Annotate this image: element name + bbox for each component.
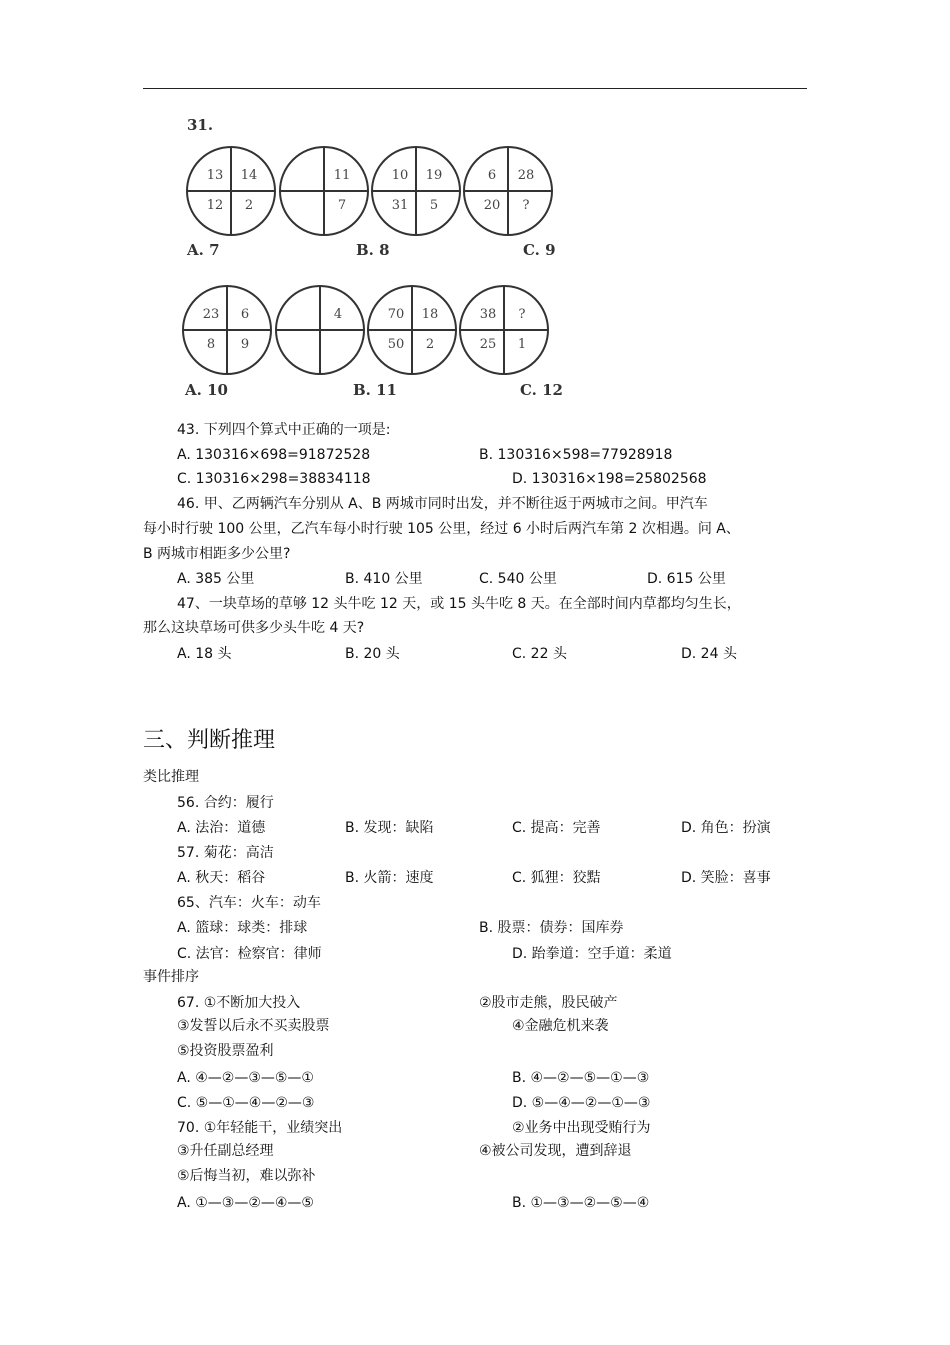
answer-option: C. 130316×298=38834118 xyxy=(177,471,371,487)
event-item: 70. ①年轻能干，业绩突出 xyxy=(177,1120,343,1136)
question-stem: 那么这块草场可供多少头牛吃 4 天? xyxy=(143,620,365,636)
circle-value: 2 xyxy=(425,337,435,352)
answer-option: C. 提高：完善 xyxy=(512,820,601,836)
circle-value: 38 xyxy=(479,307,497,322)
answer-option: A. 385 公里 xyxy=(177,571,255,587)
q31-option: A. 7 xyxy=(187,241,220,259)
circle-value: 11 xyxy=(333,168,351,183)
circle-value: 6 xyxy=(487,168,497,183)
answer-option: C. ⑤—①—④—②—③ xyxy=(177,1095,315,1111)
answer-option: B. 410 公里 xyxy=(345,571,423,587)
q31-option: C. 9 xyxy=(523,241,556,259)
answer-option: A. ④—②—③—⑤—① xyxy=(177,1070,314,1086)
answer-option: D. 笑脸：喜事 xyxy=(681,870,771,886)
answer-option: A. ①—③—②—④—⑤ xyxy=(177,1195,314,1211)
circle-value: 6 xyxy=(240,307,250,322)
circle-value: 14 xyxy=(240,168,258,183)
answer-option: D. 跆拳道：空手道：柔道 xyxy=(512,946,672,962)
answer-option: C. 540 公里 xyxy=(479,571,557,587)
circle-value: 13 xyxy=(206,168,224,183)
event-item: ③升任副总经理 xyxy=(177,1143,274,1159)
answer-option: A. 法治：道德 xyxy=(177,820,266,836)
event-item: ④被公司发现，遭到辞退 xyxy=(479,1143,632,1159)
answer-option: B. 股票：债券：国库券 xyxy=(479,920,624,936)
answer-option: C. 狐狸：狡黠 xyxy=(512,870,601,886)
header-rule xyxy=(143,88,807,89)
circle-value: 20 xyxy=(483,198,501,213)
question-stem: B 两城市相距多少公里? xyxy=(143,546,291,562)
answer-option: A. 秋天：稻谷 xyxy=(177,870,266,886)
circle-value: 31 xyxy=(391,198,409,213)
question-stem: 65、汽车：火车：动车 xyxy=(177,895,321,911)
subsection-heading: 事件排序 xyxy=(143,969,199,985)
answer-option: A. 18 头 xyxy=(177,646,232,662)
circle-value: 1 xyxy=(517,337,527,352)
circle-value: 12 xyxy=(206,198,224,213)
event-item: ②业务中出现受贿行为 xyxy=(512,1120,651,1136)
question-stem: 每小时行驶 100 公里，乙汽车每小时行驶 105 公里，经过 6 小时后两汽车第 2 次相遇。问 A、 xyxy=(143,521,740,537)
question-stem: 46. 甲、乙两辆汽车分别从 A、B 两城市同时出发，并不断往返于两城市之间。甲汽车 xyxy=(177,496,708,512)
answer-option: D. 角色：扮演 xyxy=(681,820,771,836)
question-stem: 47、一块草场的草够 12 头牛吃 12 天，或 15 头牛吃 8 天。在全部时间内草都均匀生长， xyxy=(177,596,741,612)
circle-value: 5 xyxy=(429,198,439,213)
circle-value: 28 xyxy=(517,168,535,183)
answer-option: B. ④—②—⑤—①—③ xyxy=(512,1070,650,1086)
answer-option: D. 24 头 xyxy=(681,646,737,662)
answer-option: D. 130316×198=25802568 xyxy=(512,471,707,487)
q31-option: C. 12 xyxy=(520,381,563,399)
circle-value: 50 xyxy=(387,337,405,352)
event-item: ⑤投资股票盈利 xyxy=(177,1043,274,1059)
circle-value: 25 xyxy=(479,337,497,352)
circle-value: 23 xyxy=(202,307,220,322)
circle-value: 4 xyxy=(333,307,343,322)
quadrant-circle xyxy=(182,285,272,375)
q31-label: 31. xyxy=(187,116,214,134)
circle-value: ? xyxy=(522,198,530,213)
answer-option: B. ①—③—②—⑤—④ xyxy=(512,1195,650,1211)
answer-option: A. 篮球：球类：排球 xyxy=(177,920,308,936)
answer-option: B. 130316×598=77928918 xyxy=(479,447,673,463)
question-stem: 56. 合约：履行 xyxy=(177,795,274,811)
quadrant-circle xyxy=(279,146,369,236)
quadrant-circle xyxy=(459,285,549,375)
circle-value: 9 xyxy=(240,337,250,352)
event-item: ②股市走熊，股民破产 xyxy=(479,995,618,1011)
circle-value: 2 xyxy=(244,198,254,213)
event-item: ⑤后悔当初，难以弥补 xyxy=(177,1168,316,1184)
answer-option: C. 22 头 xyxy=(512,646,567,662)
q31-option: B. 8 xyxy=(356,241,390,259)
q31-option: A. 10 xyxy=(185,381,228,399)
answer-option: D. 615 公里 xyxy=(647,571,726,587)
circle-value: 18 xyxy=(421,307,439,322)
answer-option: A. 130316×698=91872528 xyxy=(177,447,371,463)
answer-option: B. 火箭：速度 xyxy=(345,870,434,886)
answer-option: B. 发现：缺陷 xyxy=(345,820,434,836)
quadrant-circle xyxy=(371,146,461,236)
quadrant-circle xyxy=(275,285,365,375)
q31-option: B. 11 xyxy=(353,381,397,399)
answer-option: C. 法官：检察官：律师 xyxy=(177,946,322,962)
circle-value: ? xyxy=(518,307,526,322)
subsection-heading: 类比推理 xyxy=(143,769,199,785)
quadrant-circle xyxy=(367,285,457,375)
quadrant-circle xyxy=(463,146,553,236)
circle-value: 70 xyxy=(387,307,405,322)
event-item: ③发誓以后永不买卖股票 xyxy=(177,1018,330,1034)
event-item: 67. ①不断加大投入 xyxy=(177,995,301,1011)
circle-value: 8 xyxy=(206,337,216,352)
circle-value: 19 xyxy=(425,168,443,183)
question-stem: 43. 下列四个算式中正确的一项是: xyxy=(177,422,391,438)
section-heading: 三、判断推理 xyxy=(143,728,276,753)
answer-option: B. 20 头 xyxy=(345,646,400,662)
question-stem: 57. 菊花：高洁 xyxy=(177,845,274,861)
quadrant-circle xyxy=(186,146,276,236)
circle-value: 10 xyxy=(391,168,409,183)
circle-value: 7 xyxy=(337,198,347,213)
event-item: ④金融危机来袭 xyxy=(512,1018,609,1034)
answer-option: D. ⑤—④—②—①—③ xyxy=(512,1095,651,1111)
